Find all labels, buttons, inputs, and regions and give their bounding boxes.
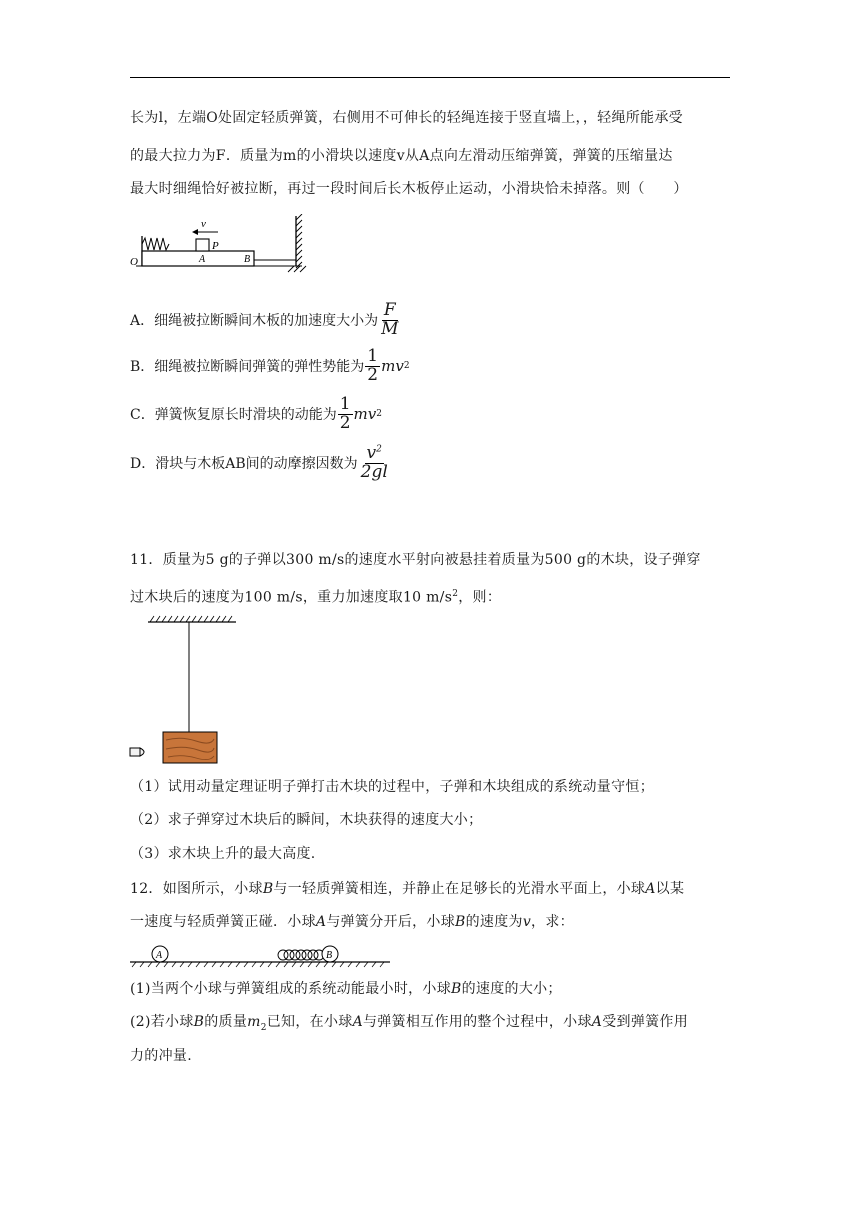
q11-figure bbox=[126, 612, 238, 764]
option-d[interactable] bbox=[130, 440, 391, 486]
option-b[interactable] bbox=[130, 344, 410, 388]
option-a-fraction bbox=[379, 299, 400, 339]
q12-line-1a: 12．如图所示，小球 bbox=[130, 881, 263, 897]
option-d-num-exp: 2 bbox=[376, 444, 382, 454]
option-b-text: B．细绳被拉断瞬间弹簧的弹性势能为 bbox=[130, 359, 365, 375]
q10-line-2: 的最大拉力为F．质量为m的小滑块以速度v从A点向左滑动压缩弹簧，弹簧的压缩量达 bbox=[130, 148, 673, 164]
fig-ball-a-label: A bbox=[156, 950, 163, 961]
option-b-exp: 2 bbox=[403, 361, 410, 371]
option-a-num: F bbox=[383, 299, 396, 320]
q12-line-1 bbox=[130, 875, 730, 903]
q12-m2-sub: 2 bbox=[260, 1022, 267, 1033]
option-c[interactable] bbox=[130, 392, 382, 436]
fig-label-b: B bbox=[244, 254, 251, 265]
q12-line-2b: 与弹簧分开后，小球 bbox=[326, 914, 456, 930]
q12-sub-1a: (1)当两个小球与弹簧组成的系统动能最小时，小球 bbox=[130, 981, 452, 997]
option-c-fraction bbox=[338, 393, 353, 433]
option-b-mv: mv bbox=[381, 357, 404, 375]
q11-sub-3: （3）求木块上升的最大高度. bbox=[130, 846, 316, 862]
fig-label-v: v bbox=[201, 218, 206, 230]
option-b-num: 1 bbox=[367, 345, 379, 366]
q12-sub-2-a1: A bbox=[352, 1014, 363, 1030]
q11-sub-1: （1）试用动量定理证明子弹打击木块的过程中，子弹和木块组成的系统动量守恒； bbox=[130, 779, 655, 795]
option-a[interactable] bbox=[130, 298, 402, 342]
fig-label-a: A bbox=[199, 254, 206, 265]
q12-sub-2c: 已知，在小球 bbox=[266, 1014, 353, 1030]
q11-line-2-exp: 2 bbox=[452, 589, 459, 599]
fig-label-o: O bbox=[130, 256, 138, 268]
q12-ball-b-2: B bbox=[455, 914, 466, 930]
q12-sub-2-a2: A bbox=[591, 1014, 603, 1030]
option-c-text: C．弹簧恢复原长时滑块的动能为 bbox=[130, 407, 337, 423]
fig-label-p: P bbox=[212, 240, 219, 252]
q12-line-2c: 的速度为 bbox=[465, 914, 523, 930]
q12-sub-2e: 受到弹簧作用 bbox=[602, 1014, 689, 1030]
option-c-exp: 2 bbox=[376, 409, 382, 419]
option-d-text: D．滑块与木板AB间的动摩擦因数为 bbox=[130, 456, 358, 472]
q12-line-2d: ，求： bbox=[531, 914, 574, 930]
q12-sub-2 bbox=[130, 1008, 730, 1042]
q10-line-3: 最大时细绳恰好被拉断，再过一段时间后长木板停止运动，小滑块恰未掉落。则（ ） bbox=[130, 181, 688, 197]
option-d-den: 2gl bbox=[360, 461, 388, 482]
q11-line-2 bbox=[130, 580, 730, 612]
q12-sub-2a: (2)若小球 bbox=[130, 1014, 194, 1030]
q12-ball-a-2: A bbox=[315, 914, 327, 930]
q12-sub-2-cont: 力的冲量. bbox=[130, 1048, 192, 1064]
q12-sub-2d: 与弹簧相互作用的整个过程中，小球 bbox=[362, 1014, 592, 1030]
option-a-den: M bbox=[381, 318, 399, 339]
option-c-den: 2 bbox=[339, 412, 351, 433]
option-d-num bbox=[365, 442, 384, 464]
q11-line-2a: 过木块后的速度为100 m/s，重力加速度取10 m/s bbox=[130, 589, 453, 606]
q11-line-1: 11．质量为5 g的子弹以300 m/s的速度水平射向被悬挂着质量为500 g的木块，设子弹穿 bbox=[130, 552, 701, 568]
q12-sub-1b: 的速度的大小； bbox=[461, 981, 562, 997]
option-c-num: 1 bbox=[339, 393, 351, 414]
q10-figure bbox=[128, 214, 312, 276]
q12-velocity: v bbox=[522, 914, 532, 930]
q12-sub-2b: 的质量 bbox=[204, 1014, 248, 1030]
q12-line-2a: 一速度与轻质弹簧正碰．小球 bbox=[130, 914, 316, 930]
option-d-num-v: v bbox=[366, 442, 377, 463]
q12-line-1c: 以某 bbox=[655, 881, 685, 897]
option-a-text: A．细绳被拉断瞬间木板的加速度大小为 bbox=[130, 313, 379, 329]
option-b-den: 2 bbox=[367, 364, 379, 385]
q12-ball-a: A bbox=[645, 881, 656, 897]
option-c-mv: mv bbox=[353, 405, 377, 423]
q12-line-2 bbox=[130, 908, 730, 936]
q12-ball-b: B bbox=[262, 881, 274, 897]
fig-ball-b-label: B bbox=[326, 950, 333, 961]
q12-figure bbox=[128, 940, 392, 970]
q12-sub-1 bbox=[130, 975, 730, 1003]
q10-line-1: 长为l，左端O处固定轻质弹簧，右侧用不可伸长的轻绳连接于竖直墙上，，轻绳所能承受 bbox=[130, 110, 683, 126]
q12-sub-2-b: B bbox=[193, 1014, 205, 1030]
q11-sub-2: （2）求子弹穿过木块后的瞬间，木块获得的速度大小； bbox=[130, 812, 483, 828]
option-d-fraction bbox=[359, 442, 390, 482]
option-b-fraction bbox=[365, 345, 380, 385]
q12-m2: m bbox=[247, 1014, 261, 1030]
q11-line-2b: ，则： bbox=[458, 589, 502, 606]
header-rule bbox=[130, 77, 730, 78]
q12-sub-1-b: B bbox=[451, 981, 462, 997]
q12-line-1b: 与一轻质弹簧相连，并静止在足够长的光滑水平面上，小球 bbox=[273, 881, 646, 897]
